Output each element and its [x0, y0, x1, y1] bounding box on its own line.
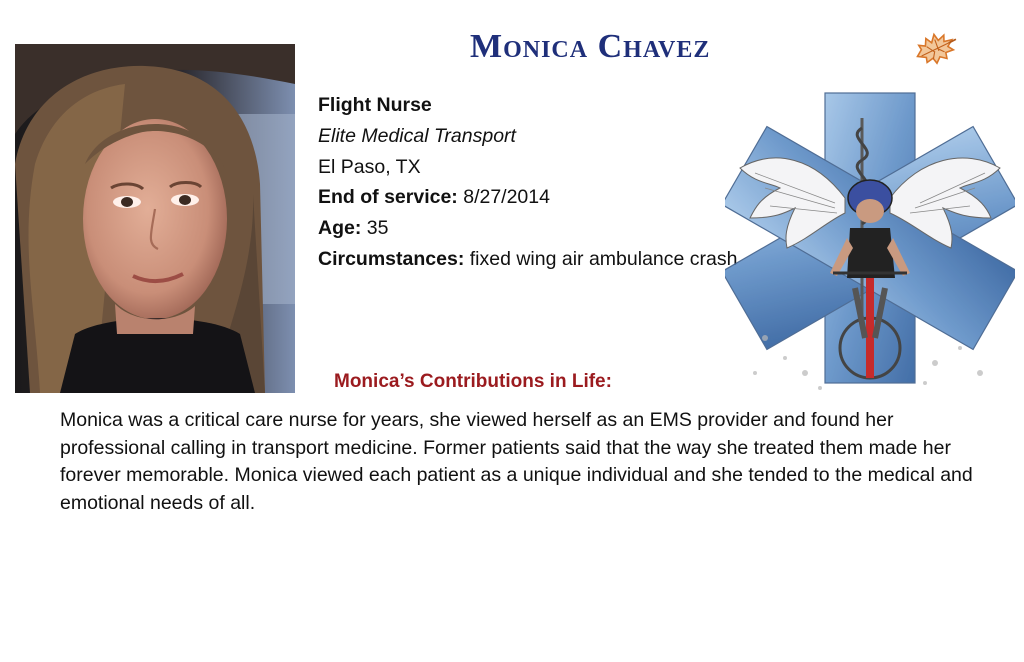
star-of-life-winged-cyclist-icon [725, 88, 1015, 398]
circumstances-label: Circumstances: [318, 247, 465, 270]
employer-text: Elite Medical Transport [318, 124, 516, 147]
role-text: Flight Nurse [318, 94, 432, 116]
end-of-service-value: 8/27/2014 [463, 186, 550, 209]
circumstances-value: fixed wing air ambulance crash [469, 247, 738, 270]
end-of-service-row [318, 182, 737, 213]
service-details [318, 90, 737, 275]
age-value: 35 [366, 217, 389, 240]
circumstances-row [318, 244, 737, 275]
end-of-service-label: End of service: [318, 186, 458, 209]
autumn-leaf-icon [910, 30, 960, 68]
contributions-heading: Monica’s Contributions in Life: [334, 371, 612, 392]
contributions-text: Monica was a critical care nurse for years, she viewed herself as an EMS provider and found her professional calling in transport medicine. Former patients said that the way she treated them made her forever memorable. Monica viewed each patient as a unique individual and she tended to the medical and emotional needs of all. [60, 409, 973, 514]
age-label: Age: [318, 217, 362, 240]
location-text: El Paso, TX [318, 155, 421, 178]
page-title: Monica Chavez [470, 28, 711, 65]
age-row [318, 213, 737, 244]
portrait-photo [15, 44, 295, 393]
